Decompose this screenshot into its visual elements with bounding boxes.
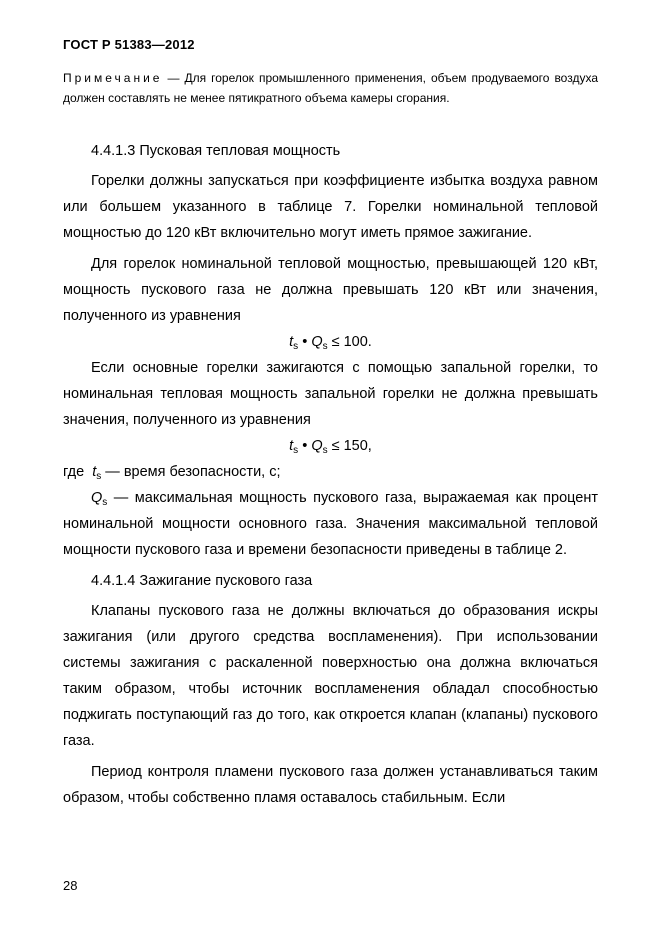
where-q-line bbox=[63, 485, 598, 563]
formula-var-q: Q bbox=[311, 334, 323, 350]
where-t-line bbox=[63, 459, 598, 485]
paragraph: Горелки должны запускаться при коэффициенте избытка воздуха равном или большем указанного в таблице 7. Горелки номинальной тепловой мощностью до 120 кВт включительно могут иметь прямое зажигание. bbox=[63, 173, 598, 241]
where-var-q: Q bbox=[91, 490, 103, 506]
formula-var-t: t bbox=[289, 334, 294, 350]
formula-var-t: t bbox=[289, 438, 294, 454]
formula-rest: ≤ 150, bbox=[327, 438, 372, 454]
where-word: где bbox=[63, 464, 93, 480]
where-t-text: — время безопасности, с; bbox=[101, 464, 281, 480]
formula-var-q: Q bbox=[311, 438, 323, 454]
formula-rest: ≤ 100. bbox=[327, 334, 372, 350]
where-sub: s bbox=[102, 497, 108, 508]
note-label: Примечание bbox=[63, 71, 163, 85]
paragraph: Для горелок номинальной тепловой мощностью, превышающей 120 кВт, мощность пускового газа не должна превышать 120 кВт или значения, полученного из уравнения bbox=[63, 256, 598, 324]
formula-sub: s bbox=[293, 341, 299, 352]
page-number: 28 bbox=[63, 878, 78, 893]
note-block bbox=[63, 68, 598, 108]
where-var-t: t bbox=[92, 464, 97, 480]
formula-1 bbox=[63, 329, 598, 355]
paragraph: Если основные горелки зажигаются с помощью запальной горелки, то номинальная тепловая мощность запальной горелки не должна превышать значения, полученного из уравнения bbox=[63, 360, 598, 428]
where-sub: s bbox=[96, 471, 102, 482]
formula-2 bbox=[63, 433, 598, 459]
paragraph: Период контроля пламени пускового газа должен устанавливаться таким образом, чтобы собственно пламя оставалось стабильным. Если bbox=[63, 764, 598, 806]
formula-sub: s bbox=[322, 341, 328, 352]
body-text bbox=[63, 136, 598, 811]
standard-header: ГОСТ Р 51383—2012 bbox=[63, 37, 195, 52]
formula-dot: • bbox=[298, 438, 312, 454]
section-heading-4-4-1-4: 4.4.1.4 Зажигание пускового газа bbox=[91, 573, 313, 589]
formula-sub: s bbox=[322, 445, 328, 456]
formula-sub: s bbox=[293, 445, 299, 456]
paragraph: Клапаны пускового газа не должны включаться до образования искры зажигания (или другого средства воспламенения). При использовании системы зажигания с раскаленной поверхностью она должна включаться таким образом, чтобы источник воспламенения обладал способностью поджигать поступающий газ до того, как откроется клапан (клапаны) пускового газа. bbox=[63, 603, 598, 749]
note-text: — Для горелок промышленного применения, объем продуваемого воздуха должен составлять не менее пятикратного объема камеры сгорания. bbox=[63, 71, 598, 105]
section-heading-4-4-1-3: 4.4.1.3 Пусковая тепловая мощность bbox=[91, 143, 341, 159]
where-q-text: — максимальная мощность пускового газа, выражаемая как процент номинальной мощности основного газа. Значения максимальной тепловой мощности пускового газа и времени безопасности приведены в таблице 2. bbox=[63, 490, 598, 558]
formula-dot: • bbox=[298, 334, 312, 350]
